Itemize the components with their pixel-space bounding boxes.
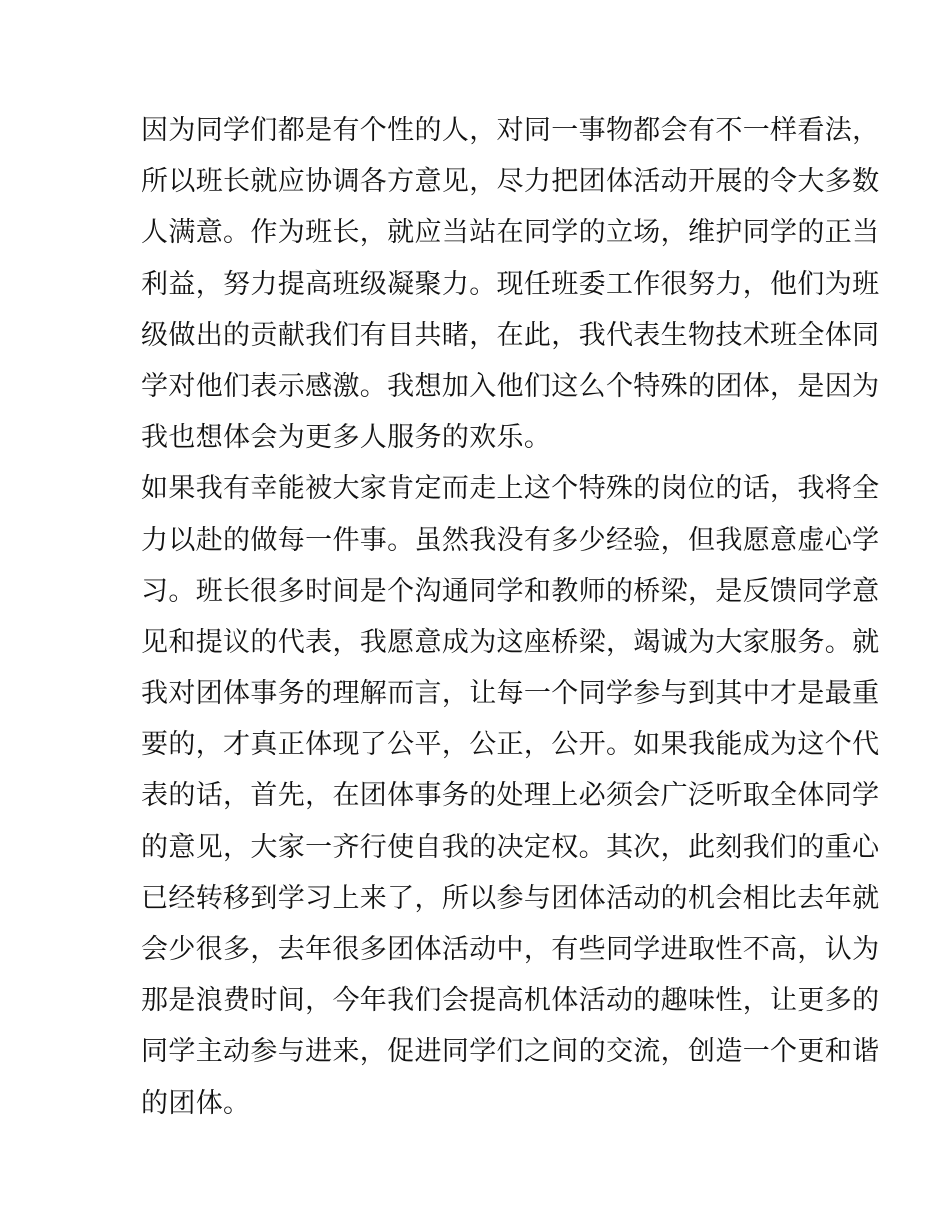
text-line: 因为同学们都是有个性的人，对同一事物都会有不一样看法， bbox=[141, 115, 880, 146]
text-line: 的意见，大家一齐行使自我的决定权。其次，此刻我们的重心 bbox=[141, 831, 880, 863]
text-line: 人满意。作为班长，就应当站在同学的立场，维护同学的正当 bbox=[141, 217, 880, 249]
text-line: 那是浪费时间，今年我们会提高机体活动的趣味性，让更多的 bbox=[141, 985, 880, 1017]
text-line: 我也想体会为更多人服务的欢乐。 bbox=[141, 422, 552, 454]
text-line: 会少很多，去年很多团体活动中，有些同学进取性不高，认为 bbox=[141, 934, 880, 965]
text-line: 力以赴的做每一件事。虽然我没有多少经验，但我愿意虚心学 bbox=[141, 524, 880, 556]
document-body bbox=[141, 105, 880, 1129]
text-line: 见和提议的代表，我愿意成为这座桥梁，竭诚为大家服务。就 bbox=[141, 626, 880, 658]
text-line: 已经转移到学习上来了，所以参与团体活动的机会相比去年就 bbox=[141, 882, 880, 914]
text-line: 要的，才真正体现了公平，公正，公开。如果我能成为这个代 bbox=[141, 729, 880, 761]
paragraph-1 bbox=[141, 105, 880, 463]
text-line: 表的话，首先，在团体事务的处理上必须会广泛听取全体同学 bbox=[141, 780, 880, 812]
text-line: 习。班长很多时间是个沟通同学和教师的桥梁，是反馈同学意 bbox=[141, 575, 880, 607]
text-line: 学对他们表示感激。我想加入他们这么个特殊的团体，是因为 bbox=[141, 370, 880, 402]
text-line: 我对团体事务的理解而言，让每一个同学参与到其中才是最重 bbox=[141, 678, 880, 710]
text-line: 的团体。 bbox=[141, 1087, 251, 1119]
text-line: 利益，努力提高班级凝聚力。现任班委工作很努力，他们为班 bbox=[141, 268, 880, 300]
text-line: 级做出的贡献我们有目共睹，在此，我代表生物技术班全体同 bbox=[141, 319, 880, 351]
text-line: 如果我有幸能被大家肯定而走上这个特殊的岗位的话，我将全 bbox=[141, 473, 880, 505]
text-line: 同学主动参与进来，促进同学们之间的交流，创造一个更和谐 bbox=[141, 1036, 880, 1068]
paragraph-2 bbox=[141, 463, 880, 1128]
text-line: 所以班长就应协调各方意见，尽力把团体活动开展的令大多数 bbox=[141, 166, 880, 198]
